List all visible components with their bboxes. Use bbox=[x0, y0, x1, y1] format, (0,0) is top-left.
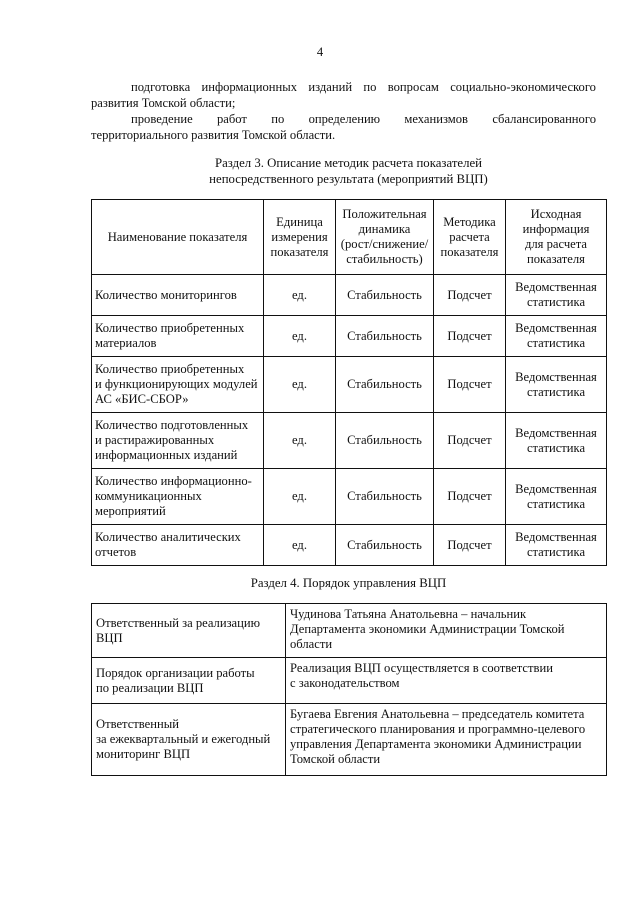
text-line: ед. bbox=[292, 328, 307, 343]
text-line: статистика bbox=[526, 295, 586, 309]
management-row bbox=[92, 704, 607, 776]
text-line: мониторинг ВЦП bbox=[96, 747, 191, 761]
unit-cell bbox=[264, 413, 336, 469]
dynamics-cell bbox=[336, 413, 434, 469]
text-line: ед. bbox=[292, 377, 307, 391]
text-line: Количество информационно- bbox=[95, 474, 252, 488]
text-line: Количество подготовленных bbox=[95, 418, 249, 432]
indicator-name-cell bbox=[92, 357, 264, 413]
text-line: мероприятий bbox=[95, 504, 166, 518]
text-line: Ведомственная bbox=[515, 425, 597, 440]
text-line: по реализации ВЦП bbox=[96, 680, 204, 695]
management-label-cell bbox=[92, 704, 286, 776]
text-line: для расчета bbox=[524, 237, 588, 251]
text-line: Ответственный bbox=[96, 717, 179, 731]
text-line: показателя bbox=[270, 244, 329, 259]
text-line: показателя bbox=[440, 244, 499, 259]
indicator-row bbox=[92, 469, 607, 525]
management-label-cell bbox=[92, 658, 286, 704]
text-line: Методика bbox=[443, 214, 496, 229]
text-line: стабильность) bbox=[346, 252, 423, 266]
section-4-heading: Раздел 4. Порядок управления ВЦП bbox=[250, 576, 447, 590]
unit-cell bbox=[264, 357, 336, 413]
source-cell bbox=[506, 413, 607, 469]
text-line: статистика bbox=[526, 496, 586, 511]
source-cell bbox=[506, 469, 607, 525]
page-number: 4 bbox=[316, 45, 324, 59]
text-line: стратегического планирования и программно-целевого bbox=[290, 722, 586, 736]
text-line: Ведомственная bbox=[515, 481, 597, 496]
text-line: Порядок организации работы bbox=[96, 665, 255, 680]
text-line: Ведомственная bbox=[515, 369, 597, 384]
dynamics-cell bbox=[336, 316, 434, 357]
text-line: Единица bbox=[276, 214, 323, 229]
section-3-title-line-1: Раздел 3. Описание методик расчета показателей bbox=[214, 156, 483, 170]
word: проведение bbox=[131, 112, 193, 126]
text-line: (рост/снижение/ bbox=[340, 237, 429, 251]
text-line: Департамента экономики Администрации Томской bbox=[290, 622, 565, 636]
text-line: и растиражированных bbox=[95, 433, 215, 447]
unit-cell bbox=[264, 525, 336, 566]
text-line: Исходная bbox=[530, 207, 582, 221]
word: определению bbox=[308, 112, 381, 126]
text-line: статистика bbox=[526, 440, 586, 455]
management-value-cell bbox=[286, 658, 607, 704]
header-dynamics bbox=[336, 200, 434, 275]
text-line: статистика bbox=[526, 336, 586, 350]
source-cell bbox=[506, 525, 607, 566]
text-line: Стабильность bbox=[347, 287, 422, 302]
dynamics-cell bbox=[336, 469, 434, 525]
intro-paragraph-1-line-1 bbox=[91, 79, 596, 95]
unit-cell bbox=[264, 316, 336, 357]
text-line: статистика bbox=[526, 384, 586, 399]
text-line: Стабильность bbox=[347, 377, 422, 391]
method-cell bbox=[434, 275, 506, 316]
text-line: с законодательством bbox=[290, 676, 400, 690]
text-line: коммуникационных bbox=[95, 489, 202, 503]
indicators-table bbox=[91, 199, 607, 566]
text-line: ед. bbox=[292, 433, 307, 447]
text-line: Ответственный за реализацию bbox=[96, 615, 261, 630]
text-line: отчетов bbox=[95, 545, 137, 559]
word: по bbox=[271, 112, 285, 126]
indicator-name-cell bbox=[92, 413, 264, 469]
source-cell bbox=[506, 357, 607, 413]
intro-paragraph-2-line-1 bbox=[91, 111, 596, 127]
text-line: Стабильность bbox=[347, 537, 422, 552]
method-cell bbox=[434, 525, 506, 566]
word: работ bbox=[217, 112, 247, 126]
text-line: статистика bbox=[526, 545, 586, 559]
management-table bbox=[91, 603, 607, 776]
method-cell bbox=[434, 316, 506, 357]
management-label-cell bbox=[92, 604, 286, 658]
text-line: Подсчет bbox=[447, 328, 492, 343]
method-cell bbox=[434, 469, 506, 525]
indicator-name-cell bbox=[92, 525, 264, 566]
text-line: области bbox=[290, 637, 333, 651]
indicator-row bbox=[92, 316, 607, 357]
indicator-row bbox=[92, 525, 607, 566]
text-line: Подсчет bbox=[447, 433, 492, 447]
indicator-row bbox=[92, 357, 607, 413]
text-line: Подсчет bbox=[447, 489, 492, 503]
indicator-name-cell bbox=[92, 275, 264, 316]
text-line: Подсчет bbox=[447, 287, 492, 302]
dynamics-cell bbox=[336, 357, 434, 413]
section-3-title-line-2: непосредственного результата (мероприятий ВЦП) bbox=[209, 172, 488, 186]
header-indicator-name bbox=[92, 200, 264, 275]
text-line: информация bbox=[522, 222, 590, 236]
text-line: управления Департамента экономики Администрации bbox=[290, 737, 582, 751]
text-line: ВЦП bbox=[96, 630, 123, 645]
word: по bbox=[363, 80, 377, 94]
text-line: Чудинова Татьяна Анатольевна – начальник bbox=[290, 607, 527, 621]
header-unit bbox=[264, 200, 336, 275]
header-method bbox=[434, 200, 506, 275]
word: вопросам bbox=[387, 80, 439, 94]
text-line: расчета bbox=[449, 229, 490, 244]
header-source bbox=[506, 200, 607, 275]
text-line: Количество аналитических bbox=[95, 530, 241, 544]
word: социально-экономического bbox=[450, 80, 596, 94]
source-cell bbox=[506, 316, 607, 357]
text-line: ед. bbox=[292, 489, 307, 503]
text-line: показателя bbox=[527, 252, 585, 266]
text-line: Количество мониторингов bbox=[95, 287, 237, 302]
management-value-cell bbox=[286, 604, 607, 658]
text-line: Бугаева Евгения Анатольевна – председатель комитета bbox=[290, 707, 585, 721]
unit-cell bbox=[264, 275, 336, 316]
word: изданий bbox=[308, 80, 353, 94]
text-line: Наименование показателя bbox=[107, 229, 248, 244]
indicator-row bbox=[92, 413, 607, 469]
intro-paragraph-2-line-2: территориального развития Томской области. bbox=[91, 128, 336, 142]
intro-text bbox=[91, 79, 596, 143]
word: информационных bbox=[201, 80, 298, 94]
text-line: за ежеквартальный и ежегодный bbox=[96, 732, 271, 746]
word: механизмов bbox=[404, 112, 469, 126]
text-line: ед. bbox=[292, 287, 307, 302]
management-row bbox=[92, 658, 607, 704]
text-line: Подсчет bbox=[447, 537, 492, 552]
dynamics-cell bbox=[336, 275, 434, 316]
indicator-row bbox=[92, 275, 607, 316]
section-3-heading bbox=[91, 155, 606, 187]
unit-cell bbox=[264, 469, 336, 525]
text-line: Положительная bbox=[342, 207, 427, 221]
text-line: динамика bbox=[358, 222, 411, 236]
indicator-name-cell bbox=[92, 316, 264, 357]
method-cell bbox=[434, 413, 506, 469]
text-line: Стабильность bbox=[347, 328, 422, 343]
intro-paragraph-1-line-2: развития Томской области; bbox=[91, 96, 236, 110]
text-line: и функционирующих модулей bbox=[95, 377, 258, 391]
text-line: Количество приобретенных bbox=[95, 321, 245, 335]
management-row bbox=[92, 604, 607, 658]
text-line: Ведомственная bbox=[515, 280, 597, 294]
text-line: информационных изданий bbox=[95, 448, 238, 462]
text-line: ед. bbox=[292, 537, 307, 552]
management-value-cell bbox=[286, 704, 607, 776]
text-line: измерения bbox=[271, 229, 328, 244]
method-cell bbox=[434, 357, 506, 413]
dynamics-cell bbox=[336, 525, 434, 566]
word: сбалансированного bbox=[492, 112, 596, 126]
text-line: Реализация ВЦП осуществляется в соответствии bbox=[290, 661, 553, 675]
word: подготовка bbox=[131, 80, 191, 94]
text-line: Количество приобретенных bbox=[95, 362, 245, 376]
text-line: Томской области bbox=[290, 752, 381, 766]
text-line: Стабильность bbox=[347, 489, 422, 503]
text-line: материалов bbox=[95, 336, 157, 350]
text-line: АС «БИС-СБОР» bbox=[95, 392, 189, 406]
source-cell bbox=[506, 275, 607, 316]
text-line: Ведомственная bbox=[515, 530, 597, 544]
text-line: Стабильность bbox=[347, 433, 422, 447]
indicator-name-cell bbox=[92, 469, 264, 525]
text-line: Ведомственная bbox=[515, 321, 597, 335]
indicators-header-row bbox=[92, 200, 607, 275]
text-line: Подсчет bbox=[447, 377, 492, 391]
